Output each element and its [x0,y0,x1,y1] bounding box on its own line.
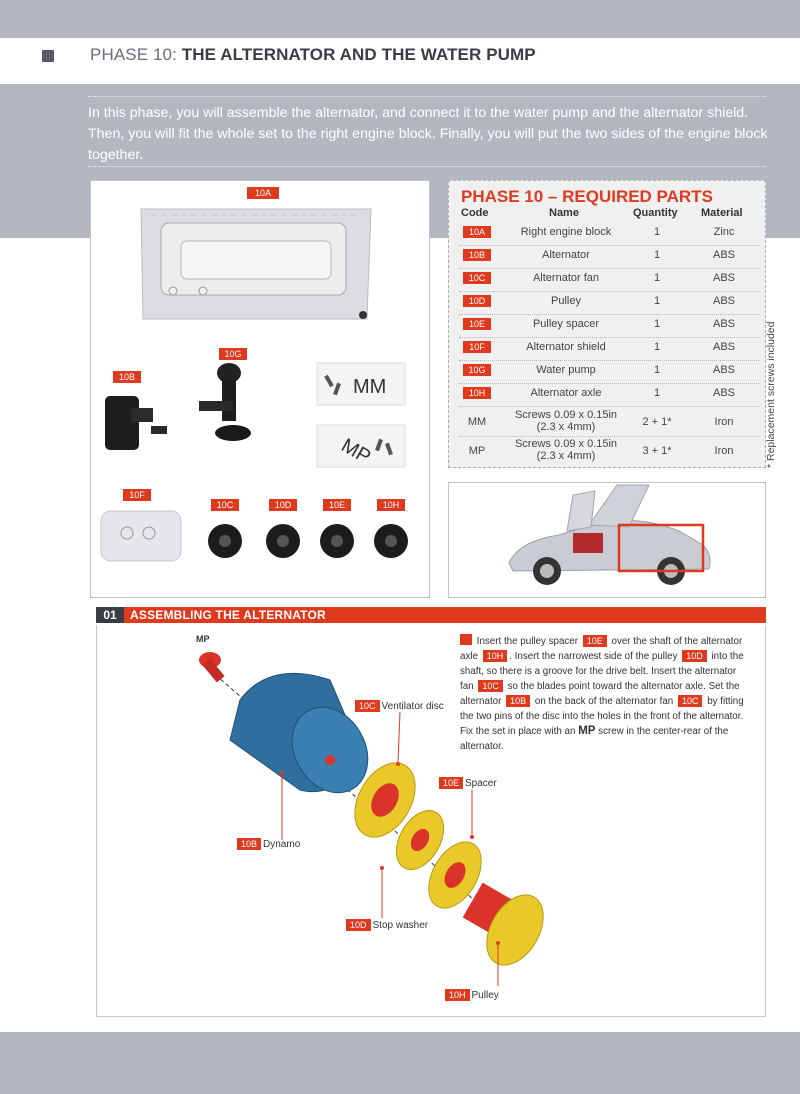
spacer-callout [437,777,497,790]
instruction-code: 10H [483,650,508,662]
mp-callout: MP [196,634,210,644]
row-code: MP [468,445,486,457]
stop-washer-callout [344,919,428,932]
instruction-code: 10C [478,680,503,692]
table-row [449,336,765,359]
table-row [449,244,765,267]
car-photo-panel [448,482,766,598]
required-parts-table [448,180,766,468]
row-qty: 1 [653,295,661,307]
row-name: Pulley [551,295,581,307]
table-row [449,437,765,467]
table-row [449,221,765,244]
title-bullet-icon [42,50,54,62]
part-label-10g: 10G [219,348,247,360]
intro-divider-top [88,96,766,97]
row-code: 10C [463,272,491,284]
row-code: MM [467,416,487,428]
row-qty: 1 [653,318,661,330]
engine-block-image [131,201,381,326]
col-header-material: Material [701,207,743,219]
part-label-10c: 10C [211,499,239,511]
row-code: 10E [463,318,491,330]
row-material: ABS [712,295,735,307]
row-name-line2: (2.3 x 4mm) [536,421,596,433]
table-row [449,313,765,336]
row-material: ABS [712,249,735,261]
row-material: Zinc [713,226,735,238]
row-qty: 1 [653,364,661,376]
intro-divider-bottom [88,166,766,167]
instruction-text: Insert the pulley spacer [476,636,579,647]
instruction-text: by fitting the two pins of the disc into the holes in the front of the alternator. Fix the set in place with an [460,696,744,737]
alternator-part-image [101,386,171,456]
row-name-line1: Screws 0.09 x 0.15in [514,409,618,421]
part-label-10d: 10D [269,499,297,511]
table-row [449,359,765,382]
callout-label: Stop washer [372,920,429,931]
part-label-10e: 10E [323,499,351,511]
row-qty: 1 [653,272,661,284]
pulley-callout [443,989,499,1002]
mm-screw-bag-image [317,363,407,407]
callout-label: Spacer [465,778,497,789]
row-name [499,438,633,462]
instruction-code: 10E [583,635,607,647]
small-parts-image [201,519,421,563]
callout-code: 10E [439,777,463,789]
row-qty: 1 [653,249,661,261]
row-qty: 1 [653,341,661,353]
mp-screw-icon [199,652,225,682]
pulley-icon [463,883,555,975]
instruction-code: 10C [678,695,703,707]
instruction-text: screw in the center-rear of the alternator. [460,726,729,752]
instruction-text: over the shaft of the alternator axle [460,636,743,662]
row-material: Iron [714,445,734,457]
row-code: 10A [463,226,491,238]
row-name: Alternator shield [526,341,606,353]
table-row [449,407,765,437]
callout-label: Pulley [471,990,499,1001]
instruction-text: . Insert the narrowest side of the pulley [509,651,678,662]
row-code: 10D [463,295,491,307]
dynamo-callout [235,838,300,851]
row-code: 10H [463,387,491,399]
parts-photo-panel [90,180,430,598]
table-row [449,267,765,290]
car-image [499,485,719,597]
mp-screw-bag-image [317,425,407,469]
row-name: Alternator fan [532,272,600,284]
row-name: Pulley spacer [532,318,600,330]
row-name: Alternator axle [530,387,602,399]
row-qty: 1 [653,387,661,399]
col-header-quantity: Quantity [633,207,678,219]
table-row [449,382,765,405]
row-qty: 1 [653,226,661,238]
row-material: ABS [712,318,735,330]
top-band [0,0,800,38]
callout-code: 10C [355,700,380,712]
table-row [449,290,765,313]
required-parts-title: PHASE 10 – REQUIRED PARTS [461,187,713,206]
mp-bag-label: MP [337,434,375,469]
row-material: ABS [712,364,735,376]
part-label-10f: 10F [123,489,151,501]
row-code: 10F [463,341,491,353]
step-title: ASSEMBLING THE ALTERNATOR [130,608,326,622]
row-name-line2: (2.3 x 4mm) [536,450,596,462]
row-material: Iron [714,416,734,428]
replacement-screws-footnote: * Replacement screws included [765,321,777,468]
row-code: 10G [463,364,491,376]
dynamo-icon [230,673,383,806]
callout-label: Dynamo [263,839,301,850]
bottom-band [0,1032,800,1094]
part-label-10h: 10H [377,499,405,511]
instruction-text: so the blades point toward the alternator axle. Set the alternator [460,681,740,707]
callout-code: 10D [346,919,371,931]
alternator-shield-image [97,507,187,567]
mm-bag-label: MM [353,376,387,398]
callout-label: Ventilator disc [381,701,444,712]
instruction-code: MP [578,725,596,737]
instruction-code: 10B [506,695,530,707]
part-label-10b: 10B [113,371,141,383]
callout-code: 10B [237,838,261,850]
intro-text: In this phase, you will assemble the alternator, and connect it to the water pump and the alternator shield. Then, you will fit the whole set to the right engine block. Finally, you will put the two sides of the engine block together. [88,105,768,163]
row-name: Alternator [542,249,590,261]
col-header-code: Code [461,207,489,219]
step-number: 01 [96,607,124,623]
row-qty: 3 + 1* [642,445,672,457]
water-pump-part-image [189,361,259,451]
row-name [499,409,633,433]
instruction-text: on the back of the alternator fan [534,696,674,707]
instruction-text: into the shaft, so there is a groove for the drive belt. Insert the alternator fan [460,651,744,692]
row-qty: 2 + 1* [642,416,672,428]
col-header-name: Name [549,207,579,219]
row-material: ABS [712,341,735,353]
row-name: Right engine block [520,226,612,238]
row-material: ABS [712,272,735,284]
row-name-line1: Screws 0.09 x 0.15in [514,438,618,450]
page-title: PHASE 10: THE ALTERNATOR AND THE WATER PUMP [90,45,536,64]
instruction-code: 10D [682,650,707,662]
row-code: 10B [463,249,491,261]
callout-code: 10H [445,989,470,1001]
part-label-10a: 10A [247,187,279,199]
assembly-diagram [180,640,560,1010]
row-name: Water pump [536,364,596,376]
row-material: ABS [712,387,735,399]
ventilator-disc-callout [353,700,444,713]
